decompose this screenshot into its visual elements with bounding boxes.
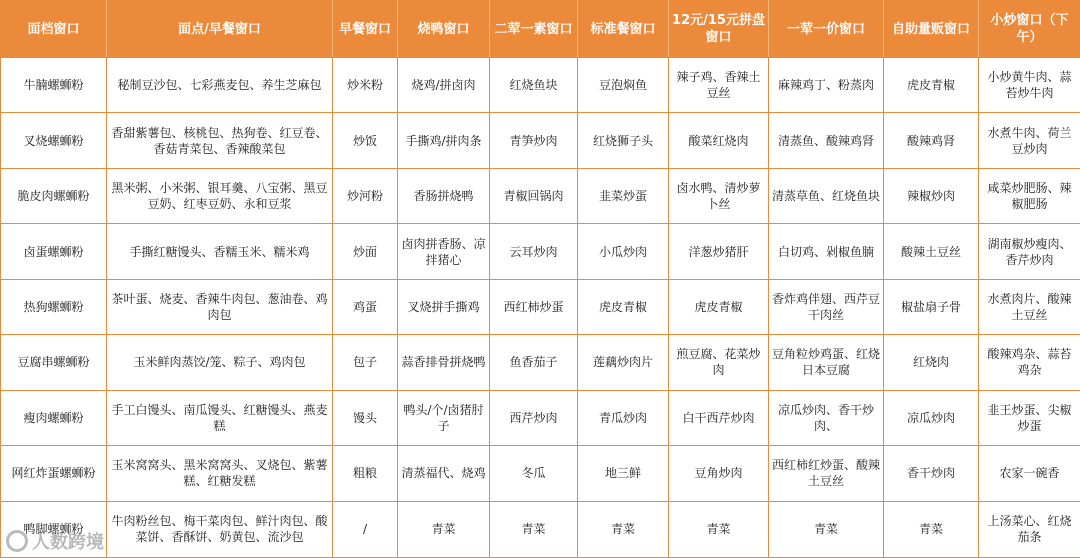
table-row [1, 390, 1080, 445]
table-cell: 凉瓜炒肉 [884, 390, 979, 445]
table-cell: 凉瓜炒肉、香干炒肉、 [769, 390, 884, 445]
table-cell: 香干炒肉 [884, 446, 979, 501]
table-cell: 蒜香排骨拼烧鸭 [398, 335, 490, 390]
table-cell: 辣椒炒肉 [884, 168, 979, 223]
table-row [1, 113, 1080, 168]
table-cell: 手撕红糖馒头、香糯玉米、糯米鸡 [107, 224, 333, 279]
table-cell: 小瓜炒肉 [578, 224, 669, 279]
table-cell: 咸菜炒肥肠、辣椒肥肠 [979, 168, 1080, 223]
header-cell: 自助量贩窗口 [884, 1, 979, 58]
table-cell: 炒饭 [333, 113, 398, 168]
table-row [1, 446, 1080, 501]
header-cell: 早餐窗口 [333, 1, 398, 58]
table-cell: 酸菜红烧肉 [669, 113, 769, 168]
table-cell: 虎皮青椒 [669, 279, 769, 334]
table-cell: 云耳炒肉 [490, 224, 578, 279]
header-cell: 小炒窗口（下午） [979, 1, 1080, 58]
table-cell: 鱼香茄子 [490, 335, 578, 390]
header-cell: 二荤一素窗口 [490, 1, 578, 58]
table-row [1, 168, 1080, 223]
table-cell: 馒头 [333, 390, 398, 445]
table-cell: 鸭脚螺蛳粉 [1, 501, 107, 558]
table-cell: 豆角炒肉 [669, 446, 769, 501]
header-row [1, 1, 1080, 58]
table-row [1, 501, 1080, 558]
table-cell: 青菜 [884, 501, 979, 558]
table-cell: 辣子鸡、香辣土豆丝 [669, 58, 769, 113]
table-cell: 秘制豆沙包、七彩燕麦包、养生芝麻包 [107, 58, 333, 113]
table-cell: 虎皮青椒 [578, 279, 669, 334]
table-cell: 青菜 [769, 501, 884, 558]
table-cell: 青菜 [578, 501, 669, 558]
table-cell: 红烧狮子头 [578, 113, 669, 168]
table-cell: 水煮牛肉、荷兰豆炒肉 [979, 113, 1080, 168]
table-cell: 豆泡焖鱼 [578, 58, 669, 113]
table-cell: 茶叶蛋、烧麦、香辣牛肉包、葱油卷、鸡肉包 [107, 279, 333, 334]
table-cell: 包子 [333, 335, 398, 390]
table-cell: 酸辣鸡肾 [884, 113, 979, 168]
table-cell: 小炒黄牛肉、蒜苔炒牛肉 [979, 58, 1080, 113]
table-cell: 白干西芹炒肉 [669, 390, 769, 445]
table-cell: 麻辣鸡丁、粉蒸肉 [769, 58, 884, 113]
table-cell: 清蒸鱼、酸辣鸡肾 [769, 113, 884, 168]
table-cell: 青菜 [398, 501, 490, 558]
table-cell: 上汤菜心、红烧茄条 [979, 501, 1080, 558]
table-cell: 鸡蛋 [333, 279, 398, 334]
table-cell: 叉烧拼手撕鸡 [398, 279, 490, 334]
table-cell: 香炸鸡伴翅、西芹豆干肉丝 [769, 279, 884, 334]
header-cell: 面点/早餐窗口 [107, 1, 333, 58]
table-cell: 韭菜炒蛋 [578, 168, 669, 223]
table-cell: 青菜 [490, 501, 578, 558]
table-cell: 脆皮肉螺蛳粉 [1, 168, 107, 223]
table-cell: 青瓜炒肉 [578, 390, 669, 445]
table-cell: 韭王炒蛋、尖椒炒蛋 [979, 390, 1080, 445]
table-cell: 香甜紫薯包、核桃包、热狗卷、红豆卷、香菇青菜包、香辣酸菜包 [107, 113, 333, 168]
table-cell: 热狗螺蛳粉 [1, 279, 107, 334]
table-cell: 炒河粉 [333, 168, 398, 223]
table-cell: 煎豆腐、花菜炒肉 [669, 335, 769, 390]
table-cell: 烧鸡/拼卤肉 [398, 58, 490, 113]
table-cell: 红烧鱼块 [490, 58, 578, 113]
table-row [1, 279, 1080, 334]
header-cell: 面档窗口 [1, 1, 107, 58]
table-cell: 地三鲜 [578, 446, 669, 501]
header-cell: 12元/15元拼盘窗口 [669, 1, 769, 58]
table-cell: 香肠拼烧鸭 [398, 168, 490, 223]
table-cell: 玉米窝窝头、黑米窝窝头、叉烧包、紫薯糕、红糖发糕 [107, 446, 333, 501]
watermark-text: 人数跨境 [32, 532, 104, 553]
table-cell: 玉米鲜肉蒸饺/笼、粽子、鸡肉包 [107, 335, 333, 390]
table-cell: 西红柿红炒蛋、酸辣土豆丝 [769, 446, 884, 501]
table-cell: 炒面 [333, 224, 398, 279]
table-row [1, 335, 1080, 390]
table-cell: 椒盐扇子骨 [884, 279, 979, 334]
table-cell: 青椒回锅肉 [490, 168, 578, 223]
table-cell: 清蒸草鱼、红烧鱼块 [769, 168, 884, 223]
table-cell: 青菜 [669, 501, 769, 558]
table-cell: 清蒸福代、烧鸡 [398, 446, 490, 501]
table-cell: 牛肉粉丝包、梅干菜肉包、鲜汁肉包、酸菜饼、香酥饼、奶黄包、流沙包 [107, 501, 333, 558]
table-cell: 西芹炒肉 [490, 390, 578, 445]
table-cell: 农家一碗香 [979, 446, 1080, 501]
table-cell: 酸辣土豆丝 [884, 224, 979, 279]
table-cell: 西红柿炒蛋 [490, 279, 578, 334]
header-cell: 标准餐窗口 [578, 1, 669, 58]
table-cell: 豆腐串螺蛳粉 [1, 335, 107, 390]
table-cell: 莲藕炒肉片 [578, 335, 669, 390]
table-row [1, 58, 1080, 113]
header-cell: 烧鸭窗口 [398, 1, 490, 58]
table-cell: 牛腩螺蛳粉 [1, 58, 107, 113]
table-cell: 黑米粥、小米粥、银耳羹、八宝粥、黑豆豆奶、红枣豆奶、永和豆浆 [107, 168, 333, 223]
table-cell: 粗粮 [333, 446, 398, 501]
table-cell: 卤蛋螺蛳粉 [1, 224, 107, 279]
table-cell: 红烧肉 [884, 335, 979, 390]
table-cell: 虎皮青椒 [884, 58, 979, 113]
table-cell: 卤肉拼香肠、凉拌猪心 [398, 224, 490, 279]
table-cell: 鸭头/个/卤猪肘子 [398, 390, 490, 445]
table-cell: 青笋炒肉 [490, 113, 578, 168]
table-cell: 酸辣鸡杂、蒜苔鸡杂 [979, 335, 1080, 390]
table-cell: 冬瓜 [490, 446, 578, 501]
table-cell: 网红炸蛋螺蛳粉 [1, 446, 107, 501]
table-row [1, 224, 1080, 279]
table-cell: 白切鸡、剁椒鱼腩 [769, 224, 884, 279]
table-cell: 炒米粉 [333, 58, 398, 113]
table-cell: 瘦肉螺蛳粉 [1, 390, 107, 445]
table-cell: 洋葱炒猪肝 [669, 224, 769, 279]
table-cell: / [333, 501, 398, 558]
table-cell: 湖南椒炒瘦肉、香芹炒肉 [979, 224, 1080, 279]
table-cell: 手撕鸡/拼肉条 [398, 113, 490, 168]
table-cell: 手工白馒头、南瓜馒头、红糖馒头、燕麦糕 [107, 390, 333, 445]
table-cell: 水煮肉片、酸辣土豆丝 [979, 279, 1080, 334]
header-cell: 一荤一价窗口 [769, 1, 884, 58]
table-cell: 豆角粒炒鸡蛋、红烧日本豆腐 [769, 335, 884, 390]
table-cell: 叉烧螺蛳粉 [1, 113, 107, 168]
table-cell: 卤水鸭、清炒萝卜丝 [669, 168, 769, 223]
